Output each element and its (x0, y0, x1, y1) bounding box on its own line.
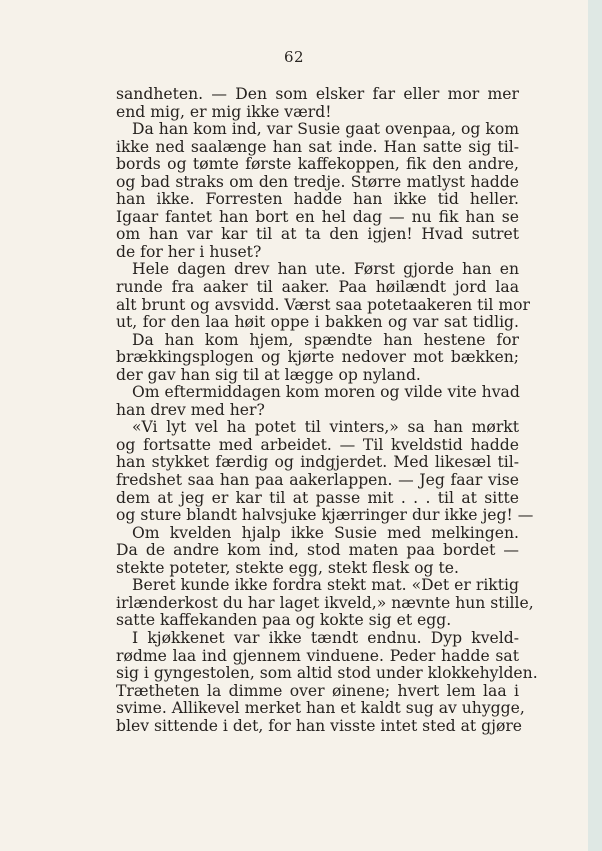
text-line: Igaar fantet han bort en hel dag — nu fik han se (116, 207, 519, 226)
text-line: og fortsatte med arbeidet. — Til kveldstid hadde (116, 435, 519, 454)
text-line: Da han kom hjem, spændte han hestene for (132, 330, 519, 349)
page-edge (588, 0, 602, 851)
text-line: dem at jeg er kar til at passe mit . . . til at sitte (116, 488, 519, 507)
text-line: Om kvelden hjalp ikke Susie med melkingen. (132, 523, 519, 542)
text-line: ut, for den laa høit oppe i bakken og var sat tidlig. (116, 313, 519, 332)
text-line: Trætheten la dimme over øinene; hvert lem laa i (116, 681, 519, 700)
text-line: fredshet saa han paa aakerlappen. — Jeg faar vise (116, 471, 519, 490)
text-line: alt brunt og avsvidd. Værst saa potetaakeren til mor (116, 295, 530, 314)
text-line: ikke ned saalænge han sat inde. Han satte sig til- (116, 137, 519, 156)
text-line: svime. Allikevel merket han et kaldt sug av uhygge, (116, 699, 525, 718)
text-line: han ikke. Forresten hadde han ikke tid heller. (116, 190, 519, 209)
text-line: stekte poteter, stekte egg, stekt flesk og te. (116, 558, 459, 577)
text-line: der gav han sig til at lægge op nyland. (116, 365, 421, 384)
text-line: Om eftermiddagen kom moren og vilde vite hvad (132, 383, 520, 402)
text-line: runde fra aaker til aaker. Paa høilændt jord laa (116, 278, 519, 297)
text-line: I kjøkkenet var ikke tændt endnu. Dyp kveld- (132, 628, 519, 647)
text-line: brækkingsplogen og kjørte nedover mot bækken; (116, 348, 519, 367)
text-line: Da han kom ind, var Susie gaat ovenpaa, og kom (132, 120, 519, 139)
text-line: Hele dagen drev han ute. Først gjorde han en (132, 260, 519, 279)
text-line: sandheten. — Den som elsker far eller mor mer (116, 85, 519, 103)
text-line: satte kaffekanden paa og kokte sig et egg. (116, 611, 452, 630)
text-line: rødme laa ind gjennem vinduene. Peder hadde sat (116, 646, 519, 665)
text-line: bords og tømte første kaffekoppen, fik den andre, (116, 155, 519, 174)
text-line: og sture blandt halvsjuke kjærringer dur ikke jeg! — (116, 506, 534, 525)
text-line: sig i gyngestolen, som altid stod under klokkehylden. (116, 664, 538, 683)
text-line: de for her i huset? (116, 242, 262, 261)
text-line: han stykket færdig og indgjerdet. Med likesæl til- (116, 453, 519, 472)
text-line: blev sittende i det, for han visste intet sted at gjøre (116, 716, 523, 735)
page-number: 62 (283, 48, 305, 66)
body-text (116, 85, 538, 735)
text-line: end mig, er mig ikke værd! (116, 102, 332, 121)
text-line: irlænderkost du har laget ikveld,» nævnte hun stille, (116, 593, 534, 612)
text-line: og bad straks om den tredje. Større matlyst hadde (116, 172, 519, 191)
text-line: han drev med her? (116, 400, 265, 419)
text-line: Da de andre kom ind, stod maten paa bordet — (116, 541, 519, 560)
text-line: om han var kar til at ta den igjen! Hvad sutret (116, 225, 519, 244)
text-line: «Vi lyt vel ha potet til vinters,» sa han mørkt (132, 418, 519, 437)
text-line: Beret kunde ikke fordra stekt mat. «Det er riktig (132, 576, 519, 595)
